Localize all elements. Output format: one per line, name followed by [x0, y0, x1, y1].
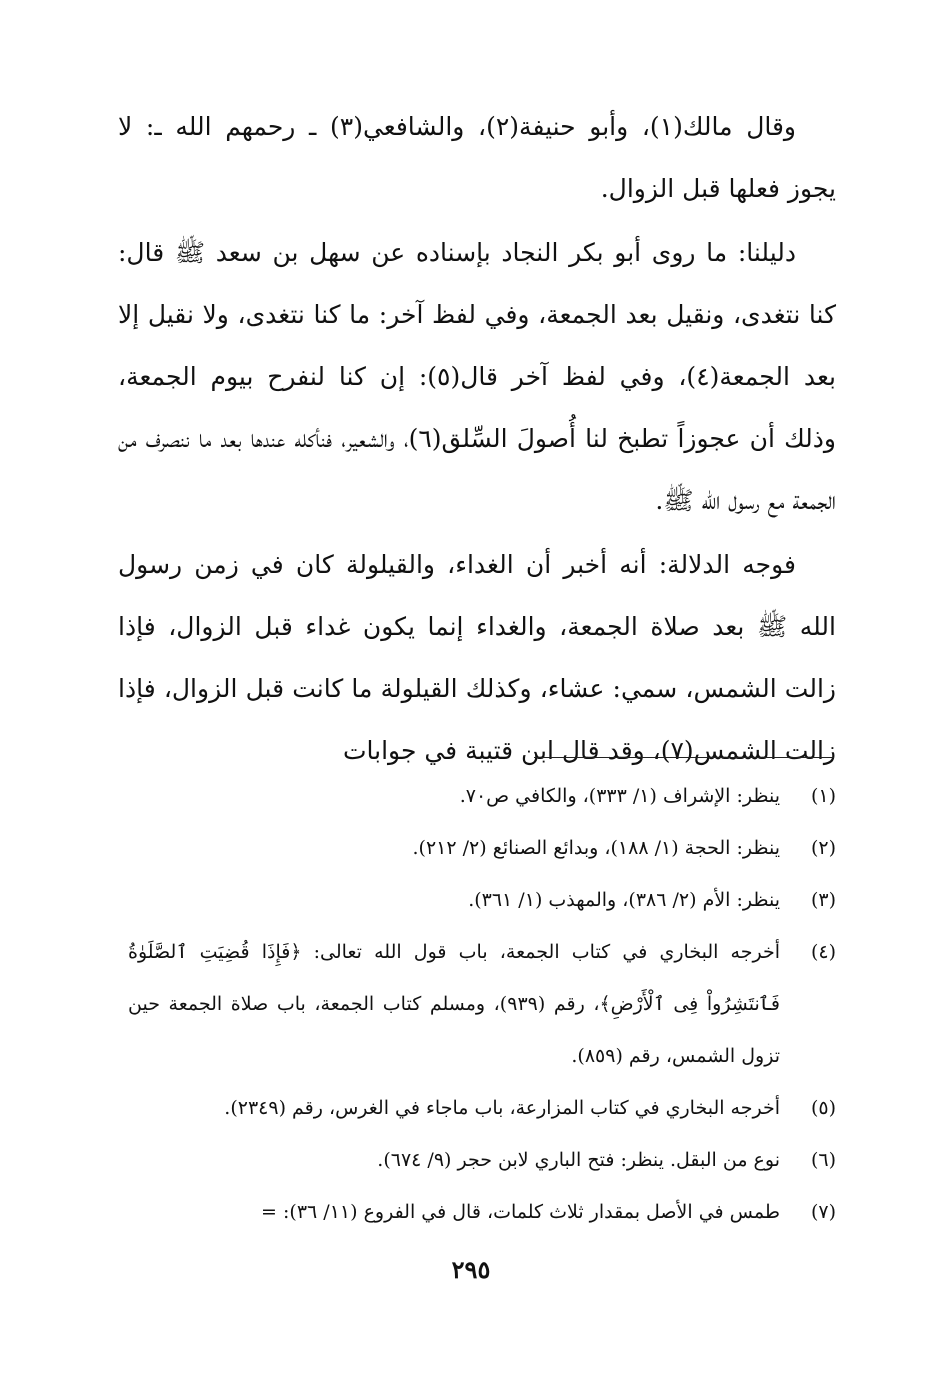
footnote-text: طمس في الأصل بمقدار ثلاث كلمات، قال في الفروع (١١/ ٣٦): =	[261, 1201, 780, 1223]
footnote-number: (٤)	[810, 941, 836, 963]
paragraph-1: وقال مالك(١)، وأبو حنيفة(٢)، والشافعي(٣) ـ رحمهم الله ـ: لا يجوز فعلها قبل الزوال.	[118, 112, 836, 203]
footnote-item	[128, 874, 836, 926]
footnote-number: (١)	[810, 785, 836, 807]
footnote-text: ينظر: الإشراف (١/ ٣٣٣)، والكافي ص٧٠.	[459, 785, 780, 807]
footnote-item	[128, 822, 836, 874]
footnote-number: (٥)	[810, 1097, 836, 1119]
paragraph-3: فوجه الدلالة: أنه أخبر أن الغداء، والقيلولة كان في زمن رسول الله ﷺ بعد صلاة الجمعة، والغداء إنما يكون غداء قبل الزوال، فإذا زالت الشمس، سمي: عشاء، وكذلك القيلولة ما كانت قبل الزوال، فإذا زالت الشمس(٧)، وقد قال ابن قتيبة في جوابات	[118, 550, 836, 765]
footnote-item	[128, 1082, 836, 1134]
footnote-number: (٣)	[810, 889, 836, 911]
footnote-text: ينظر: الأم (٢/ ٣٨٦)، والمهذب (١/ ٣٦١).	[468, 889, 780, 911]
footnote-number: (٧)	[810, 1201, 836, 1223]
footnote-number: (٦)	[810, 1149, 836, 1171]
page-number: ٢٩٥	[451, 1255, 491, 1284]
footnote-item	[128, 1134, 836, 1186]
footnotes	[128, 770, 836, 1238]
footnote-item	[128, 770, 836, 822]
footnote-item	[128, 926, 836, 1082]
paragraph-2: دليلنا: ما روى أبو بكر النجاد بإسناده عن سهل بن سعد ﷺ قال: كنا نتغدى، ونقيل بعد الجمعة، وفي لفظ آخر: ما كنا نتغدى، ولا نقيل إلا بعد الجمعة(٤)، وفي لفظ آخر قال(٥): إن كنا لنفرح بيوم الجمعة، وذلك أن عجوزاً تطبخ لنا أُصولَ السِّلق(٦)، والشعير، فنأكله عندها بعد ما ننصرف من الجمعة مع رسول الله ﷺ.	[118, 238, 836, 515]
footnote-separator	[534, 757, 834, 758]
footnote-number: (٢)	[810, 837, 836, 859]
footnote-text: نوع من البقل. ينظر: فتح الباري لابن حجر (٩/ ٦٧٤).	[377, 1149, 780, 1171]
main-text	[118, 96, 836, 782]
footnote-text: أخرجه البخاري في كتاب الجمعة، باب قول الله تعالى: ﴿فَإِذَا قُضِيَتِ ٱلصَّلَوٰةُ فَٱنتَشِرُواْ فِى ٱلْأَرْضِ﴾، رقم (٩٣٩)، ومسلم كتاب الجمعة، باب صلاة الجمعة حين تزول الشمس، رقم (٨٥٩).	[128, 941, 780, 1067]
footnote-text: أخرجه البخاري في كتاب المزارعة، باب ماجاء في الغرس، رقم (٢٣٤٩).	[224, 1097, 780, 1119]
footnote-item	[128, 1186, 836, 1238]
footnote-text: ينظر: الحجة (١/ ١٨٨)، وبدائع الصنائع (٢/ ٢١٢).	[412, 837, 780, 859]
